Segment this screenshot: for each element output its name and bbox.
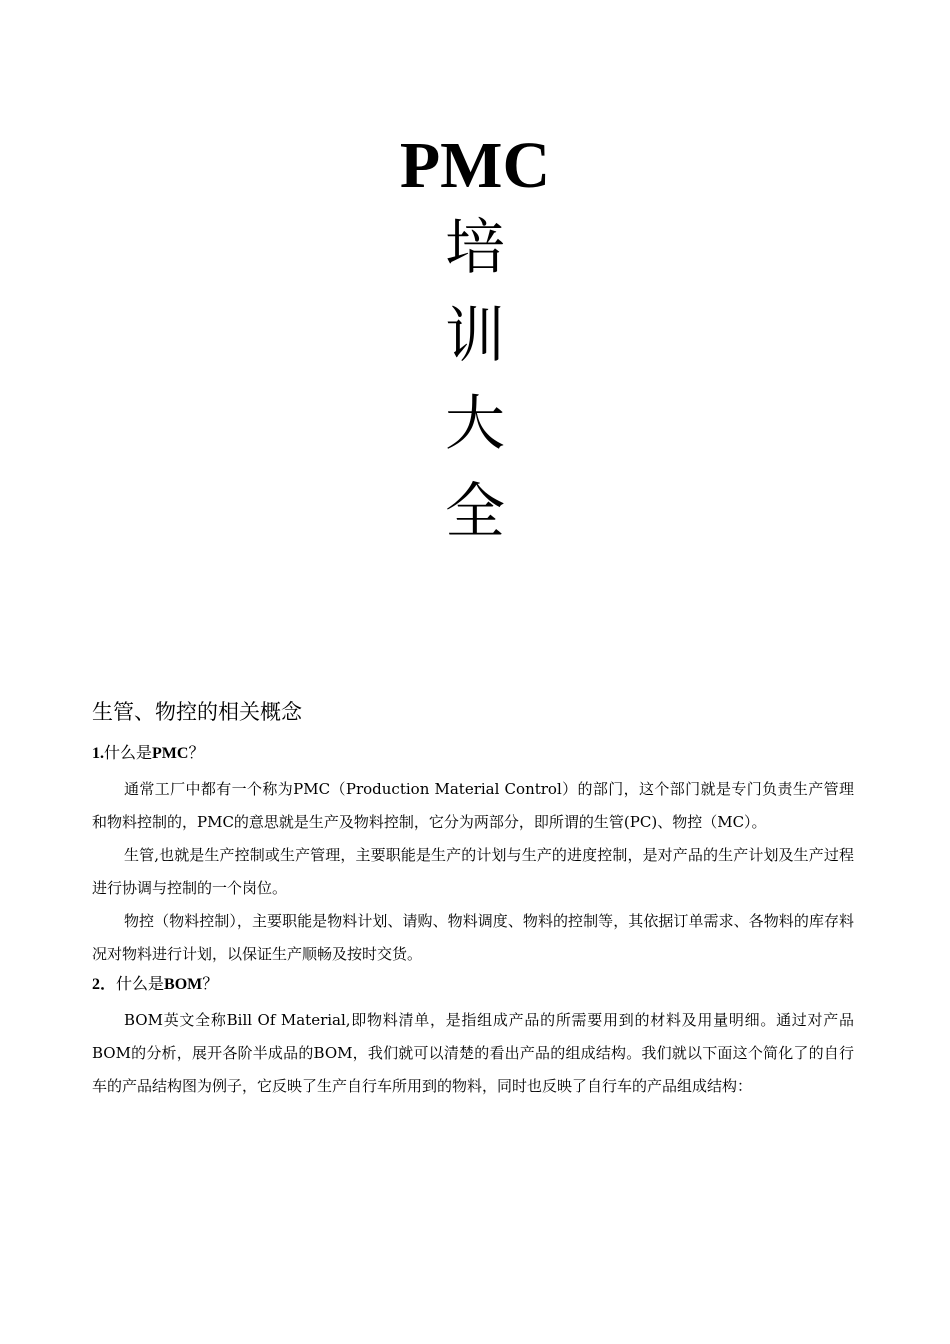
question-2-keyword: BOM [164,976,203,993]
question-2-heading [92,971,854,998]
question-2-text: 什么是 [116,974,165,993]
question-1-qmark: ？ [188,743,205,762]
paragraph-production-control: 生管,也就是生产控制或生产管理，主要职能是生产的计划与生产的进度控制，是对产品的生产计划及生产过程进行协调与控制的一个岗位。 [92,846,854,897]
document-body [92,696,854,1103]
document-title [0,128,950,556]
title-char-4: 全 [445,477,505,547]
question-1-text: 什么是 [104,743,153,762]
section-heading: 生管、物控的相关概念 [92,700,302,724]
title-char-2: 训 [445,301,505,371]
title-char-3: 大 [445,389,505,459]
title-char-1: 培 [445,213,505,283]
question-1-number: 1. [92,745,104,762]
title-pmc: PMC [399,129,551,202]
question-1-heading [92,740,854,767]
question-2-qmark: ？ [202,974,219,993]
paragraph-pmc-definition: 通常工厂中都有一个称为PMC（Production Material Control）的部门，这个部门就是专门负责生产管理和物料控制的，PMC的意思就是生产及物料控制，它分为两部分，即所谓的生管(PC)、物控（MC）。 [92,780,854,831]
paragraph-material-control: 物控（物料控制），主要职能是物料计划、请购、物料调度、物料的控制等，其依据订单需求、各物料的库存料况对物料进行计划，以保证生产顺畅及按时交货。 [92,912,854,963]
question-1-keyword: PMC [152,745,189,762]
question-2-number: 2． [92,976,117,993]
paragraph-bom-definition: BOM英文全称Bill Of Material,即物料清单，是指组成产品的所需要用到的材料及用量明细。通过对产品BOM的分析，展开各阶半成品的BOM，我们就可以清楚的看出产品的组成结构。我们就以下面这个简化了的自行车的产品结构图为例子，它反映了生产自行车所用到的物料，同时也反映了自行车的产品组成结构： [92,1011,854,1095]
